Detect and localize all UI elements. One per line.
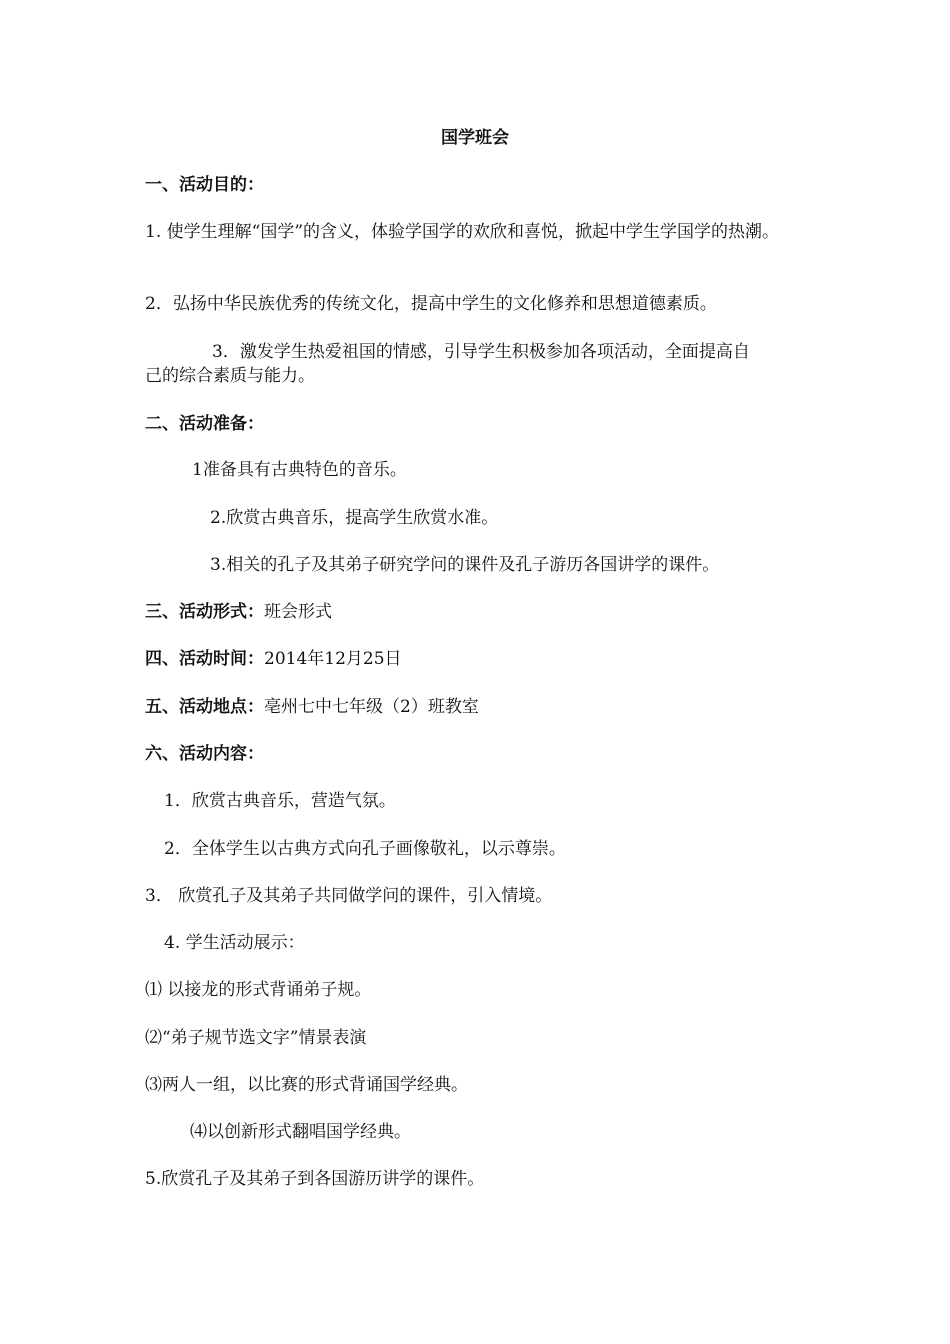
activity-location-value: 亳州七中七年级（2）班教室 xyxy=(264,697,479,717)
content-item-4: 4. 学生活动展示： xyxy=(164,933,305,953)
activity-format-label: 三、活动形式： xyxy=(145,602,264,622)
activity-time-row xyxy=(145,647,810,671)
preparation-item-3: 3.相关的孔子及其弟子研究学问的课件及孔子游历各国讲学的课件。 xyxy=(210,555,720,575)
section-heading-preparation: 二、活动准备： xyxy=(145,414,264,434)
content-sub-item-3: ⑶两人一组，以比赛的形式背诵国学经典。 xyxy=(145,1075,468,1095)
purpose-item-1: 1. 使学生理解“国学”的含义，体验学国学的欢欣和喜悦，掀起中学生学国学的热潮。 xyxy=(145,222,780,242)
activity-location-row xyxy=(145,695,810,719)
preparation-item-1: 1准备具有古典特色的音乐。 xyxy=(192,460,407,480)
purpose-item-2: 2．弘扬中华民族优秀的传统文化，提高中学生的文化修养和思想道德素质。 xyxy=(145,294,717,314)
content-item-5: 5.欣赏孔子及其弟子到各国游历讲学的课件。 xyxy=(145,1169,485,1189)
section-heading-purpose: 一、活动目的： xyxy=(145,175,264,195)
activity-format-value: 班会形式 xyxy=(264,602,332,622)
content-item-3: 3． 欣赏孔子及其弟子共同做学问的课件，引入情境。 xyxy=(145,886,553,906)
content-item-1: 1．欣赏古典音乐，营造气氛。 xyxy=(164,791,396,811)
purpose-item-3-line-2: 己的综合素质与能力。 xyxy=(145,366,315,386)
content-item-2: 2．全体学生以古典方式向孔子画像敬礼，以示尊崇。 xyxy=(164,839,566,859)
activity-time-value: 2014年12月25日 xyxy=(264,649,402,669)
content-sub-item-2: ⑵“弟子规节选文字”情景表演 xyxy=(145,1028,367,1048)
content-sub-item-1: ⑴ 以接龙的形式背诵弟子规。 xyxy=(145,980,372,1000)
page-title: 国学班会 xyxy=(441,128,509,148)
activity-location-label: 五、活动地点： xyxy=(145,697,264,717)
activity-format-row xyxy=(145,600,810,624)
content-sub-item-4: ⑷以创新形式翻唱国学经典。 xyxy=(190,1122,411,1142)
section-heading-content: 六、活动内容： xyxy=(145,744,264,764)
preparation-item-2: 2.欣赏古典音乐，提高学生欣赏水准。 xyxy=(210,508,499,528)
purpose-item-3-line-1: 3．激发学生热爱祖国的情感，引导学生积极参加各项活动，全面提高自 xyxy=(212,342,750,362)
activity-time-label: 四、活动时间： xyxy=(145,649,264,669)
